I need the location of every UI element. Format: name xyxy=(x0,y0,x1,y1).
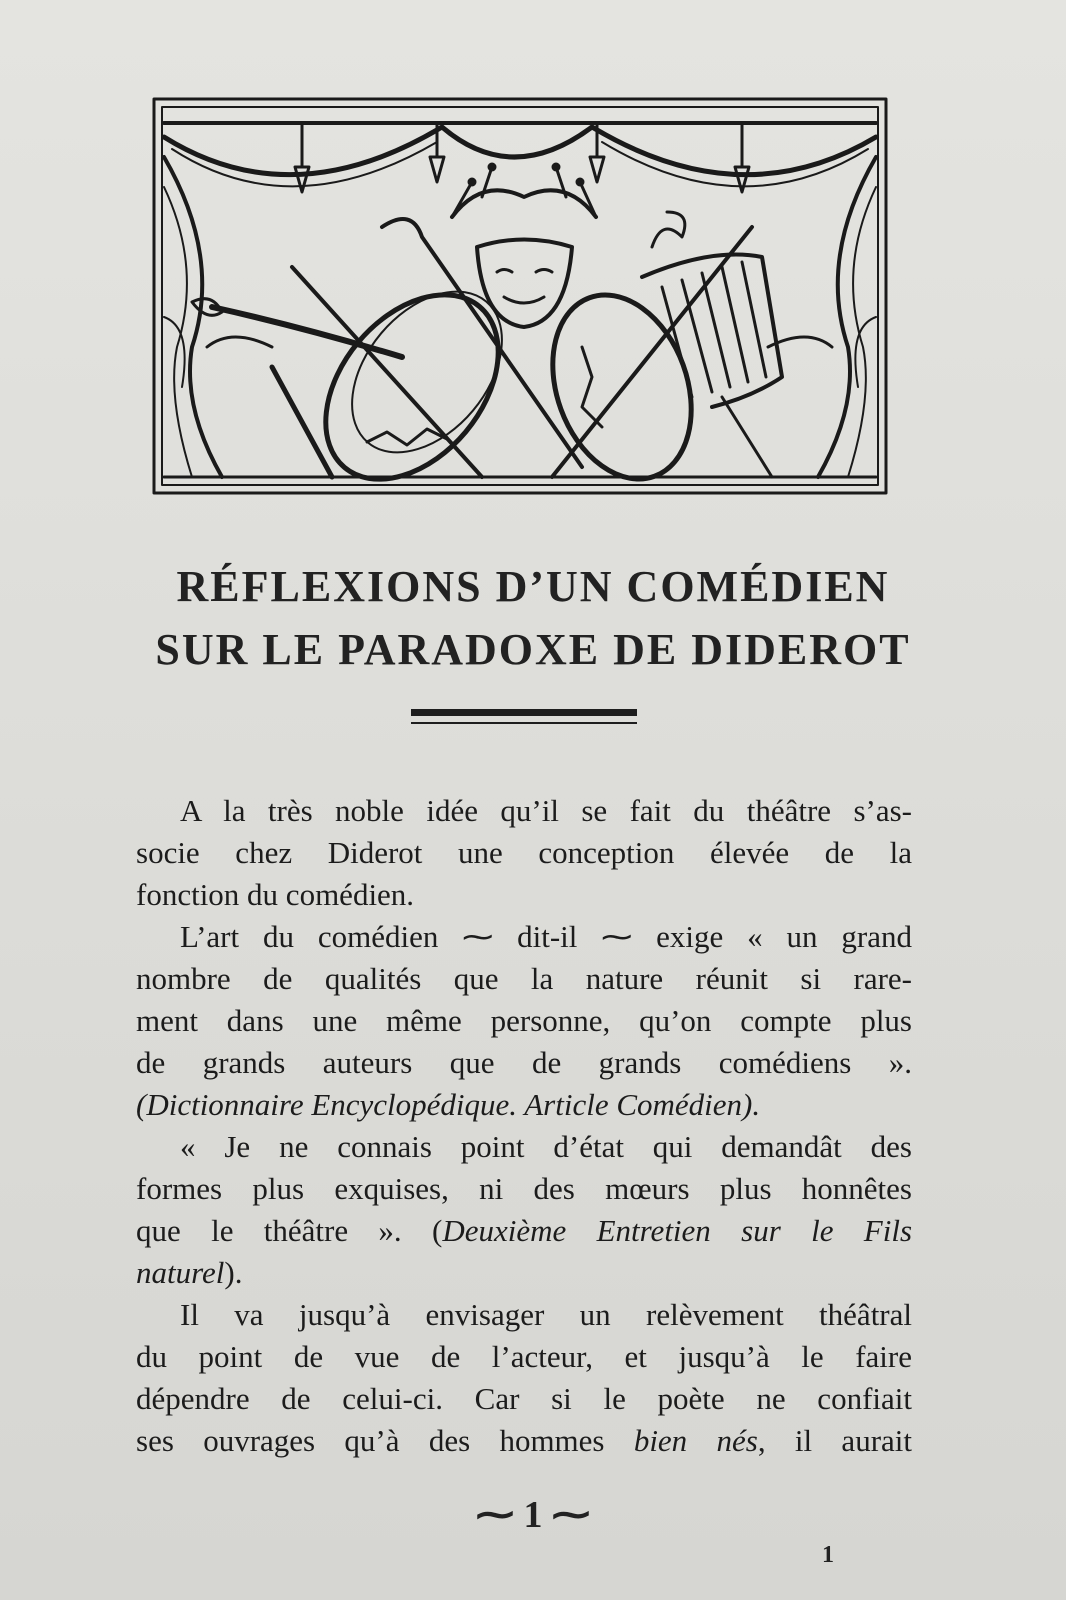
title-line-2: SUR LE PARADOXE DE DIDEROT xyxy=(155,625,911,674)
text-line: Il va jusqu’à envisager un relèvement théâtral xyxy=(180,1297,912,1332)
emphasis: bien nés xyxy=(633,1423,758,1458)
body-text xyxy=(136,790,912,1462)
citation: naturel xyxy=(136,1255,225,1290)
text-line xyxy=(136,1084,912,1126)
text-line xyxy=(136,1420,912,1462)
text-run: , il aurait xyxy=(757,1423,912,1458)
text-line xyxy=(136,1252,912,1294)
paragraph-4 xyxy=(136,1294,912,1462)
text-run: ses ouvrages qu’à des hommes xyxy=(136,1423,634,1458)
text-line: de grands auteurs que de grands comédiens ». xyxy=(136,1045,912,1080)
text-line: nombre de qualités que la nature réunit si rare- xyxy=(136,961,912,996)
theatre-vignette-icon xyxy=(152,97,888,495)
signature-mark: 1 xyxy=(822,1542,834,1568)
text-run: ). xyxy=(224,1255,243,1290)
paragraph-2 xyxy=(136,916,912,1126)
text-line: dépendre de celui-ci. Car si le poète ne confiait xyxy=(136,1381,912,1416)
citation: Deuxième Entretien sur le Fils xyxy=(442,1213,913,1248)
title-rule-thin xyxy=(411,722,637,724)
paragraph-1 xyxy=(136,790,912,916)
title-line-1: RÉFLEXIONS D’UN COMÉDIEN xyxy=(176,562,890,611)
page-title xyxy=(0,555,1066,681)
text-line: ment dans une même personne, qu’on compte plus xyxy=(136,1003,912,1038)
text-line: formes plus exquises, ni des mœurs plus honnêtes xyxy=(136,1171,912,1206)
text-line: A la très noble idée qu’il se fait du théâtre s’as- xyxy=(180,793,912,828)
text-run: que le théâtre ». ( xyxy=(136,1213,443,1248)
text-line: « Je ne connais point d’état qui demandât des xyxy=(180,1129,912,1164)
citation: (Dictionnaire Encyclopédique. Article Comédien). xyxy=(136,1087,761,1122)
text-line: L’art du comédien ⁓ dit-il ⁓ exige « un grand xyxy=(180,919,912,954)
page-number: ⁓ 1 ⁓ xyxy=(476,1494,590,1536)
paragraph-3 xyxy=(136,1126,912,1294)
text-line: du point de vue de l’acteur, et jusqu’à le faire xyxy=(136,1339,912,1374)
text-line xyxy=(136,1210,912,1252)
title-rule-thick xyxy=(411,709,637,716)
text-line: socie chez Diderot une conception élevée de la xyxy=(136,835,912,870)
text-line: fonction du comédien. xyxy=(136,877,415,912)
